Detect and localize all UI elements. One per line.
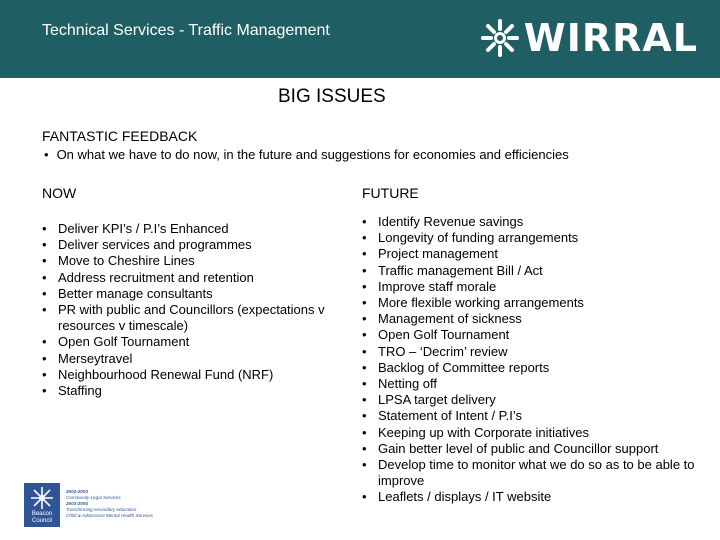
bullet-icon: • <box>42 302 47 318</box>
list-item: • Deliver KPI’s / P.I’s Enhanced <box>42 221 229 236</box>
bullet-icon: • <box>362 230 367 246</box>
bullet-icon: • <box>42 221 47 236</box>
bullet-icon: • <box>362 359 367 375</box>
intro-text: On what we have to do now, in the future and suggestions for economies and efficiencies <box>56 147 569 162</box>
page-title: BIG ISSUES <box>278 86 386 107</box>
list-item: • Keeping up with Corporate initiatives <box>362 424 590 440</box>
list-item: • Backlog of Committee reports <box>362 359 550 375</box>
bullet-icon: • <box>42 366 47 382</box>
list-item: • Identify Revenue savings <box>362 214 524 229</box>
bullet-icon: • <box>362 327 367 343</box>
header-bar <box>0 0 720 78</box>
list-item: • Neighbourhood Renewal Fund (NRF) <box>42 366 274 382</box>
future-list <box>362 214 702 506</box>
beacon-badge <box>24 483 60 527</box>
bullet-icon: • <box>362 376 367 392</box>
list-item: • Better manage consultants <box>42 285 213 301</box>
bullet-icon: • <box>362 424 367 440</box>
list-item: • PR with public and Councillors (expectations v resources v timescale) <box>42 302 325 334</box>
bullet-icon: • <box>42 383 47 399</box>
list-item: • Open Golf Tournament <box>42 334 190 350</box>
header-title: Technical Services - Traffic Management <box>42 22 330 39</box>
bullet-icon: • <box>362 262 367 278</box>
wirral-logo-text: WIRRAL <box>523 16 698 60</box>
list-item: • Management of sickness <box>362 311 522 327</box>
beacon-star-icon <box>30 486 54 510</box>
list-item: • Longevity of funding arrangements <box>362 230 579 246</box>
list-item: • Project management <box>362 246 498 262</box>
future-heading: FUTURE <box>362 185 419 201</box>
bullet-icon: • <box>362 440 367 456</box>
now-list <box>42 221 342 399</box>
bullet-icon: • <box>362 489 367 505</box>
bullet-icon: • <box>362 392 367 408</box>
starburst-icon <box>480 18 520 58</box>
bullet-icon: • <box>42 334 47 350</box>
list-item: • More flexible working arrangements <box>362 295 584 311</box>
list-item: • Staffing <box>42 383 102 399</box>
list-item: • Move to Cheshire Lines <box>42 253 195 269</box>
list-item: • Address recruitment and retention <box>42 269 254 285</box>
list-item: • Improve staff morale <box>362 278 497 294</box>
list-item: • TRO – ‘Decrim’ review <box>362 343 508 359</box>
bullet-icon: • <box>362 311 367 327</box>
bullet-icon: • <box>362 214 367 229</box>
beacon-council-logo <box>24 483 184 527</box>
list-item: • LPSA target delivery <box>362 392 496 408</box>
list-item: • Open Golf Tournament <box>362 327 510 343</box>
bullet-icon: • <box>42 285 47 301</box>
bullet-icon: • <box>42 350 47 366</box>
bullet-icon: • <box>362 295 367 311</box>
award-line: Community Legal Services <box>66 495 121 500</box>
award-line: Transforming secondary education <box>66 507 137 512</box>
list-item: • Deliver services and programmes <box>42 237 252 253</box>
list-item: • Leaflets / displays / IT website <box>362 489 552 505</box>
section-heading: FANTASTIC FEEDBACK <box>42 128 198 144</box>
bullet-icon: • <box>44 147 49 162</box>
bullet-icon: • <box>42 253 47 269</box>
list-item: • Statement of Intent / P.I’s <box>362 408 523 424</box>
list-item: • Netting off <box>362 376 438 392</box>
bullet-icon: • <box>362 408 367 424</box>
beacon-label-1: Beacon <box>31 511 53 517</box>
beacon-awards <box>66 483 153 519</box>
bullet-icon: • <box>362 246 367 262</box>
wirral-logo <box>480 16 698 60</box>
bullet-icon: • <box>362 343 367 359</box>
award-line: 2002-2003 <box>66 489 88 494</box>
award-line: Child & Adolescent Mental Health Services <box>66 513 154 518</box>
bullet-icon: • <box>42 269 47 285</box>
list-item: • Develop time to monitor what we do so as to be able to improve <box>362 457 695 489</box>
list-item: • Traffic management Bill / Act <box>362 262 543 278</box>
list-item: • Merseytravel <box>42 350 133 366</box>
now-heading: NOW <box>42 185 77 201</box>
list-item: • Gain better level of public and Councillor support <box>362 440 659 456</box>
beacon-label-2: Council <box>31 518 52 524</box>
bullet-icon: • <box>362 278 367 294</box>
bullet-icon: • <box>362 457 367 473</box>
intro-bullet <box>44 147 569 162</box>
award-line: 2003-2004 <box>66 501 88 506</box>
bullet-icon: • <box>42 237 47 253</box>
